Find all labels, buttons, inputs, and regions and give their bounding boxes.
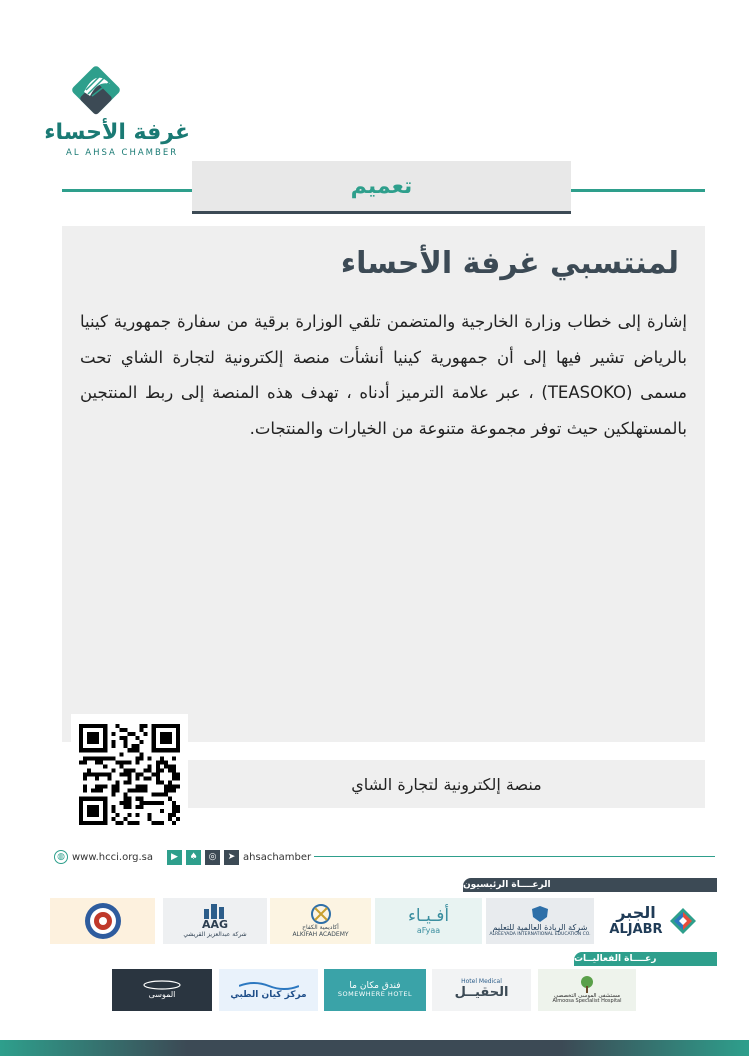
sponsor-almoosa-hospital: مستشفى الموسى التخصصي Almoosa Specialist Hospital	[538, 969, 636, 1011]
sponsor-afyaa: أفـيـاء aFyaa	[375, 898, 482, 944]
globe-icon: ◍	[54, 850, 68, 864]
twitter-icon[interactable]: ➤	[224, 850, 239, 865]
header-line-right	[571, 189, 705, 192]
palm-leaf-logo-icon	[68, 62, 124, 118]
aljabr-logo-icon	[669, 907, 697, 935]
contact-row	[54, 847, 311, 867]
sponsor-kayan-medical: مركز كيان الطبي	[219, 969, 318, 1011]
header-line-left	[62, 189, 192, 192]
sponsor-almoosa: الموسى	[112, 969, 212, 1011]
wave-icon	[239, 980, 299, 990]
main-sponsors-header: الرعــــاة الرئيسيون	[463, 878, 717, 892]
chamber-logo	[44, 62, 190, 162]
social-handle[interactable]: ahsachamber	[243, 851, 312, 863]
instagram-icon[interactable]: ◎	[205, 850, 220, 865]
sponsor-somewhere-hotel: فندق مكان ما SOMEWHERE HOTEL	[324, 969, 426, 1011]
almoosa-logo-icon	[142, 980, 182, 990]
body-paragraph: إشارة إلى خطاب وزارة الخارجية والمتضمن تلقي الوزارة برقية من سفارة جمهورية كينيا بالرياض تشير فيها إلى أن جمهورية كينيا أنشأت منصة إلكترونية لتجارة الشاي تحت مسمى (TEASOKO) ، عبر علامة الترميز أدناه ، تهدف هذه المنصة إلى ربط المنتجين بالمستهلكين حيث توفر مجموعة متنوعة من الخيارات والمنتجات.	[80, 312, 687, 438]
sponsor-alreeyada: شركة الريادة العالمية للتعليم ALREEYADA INTERNATIONAL EDUCATION CO.	[486, 898, 594, 944]
event-sponsors-header: رعــــاة الفعاليــات	[574, 952, 717, 966]
sponsor-alkifah: أكاديمية الكفاح ALKIFAH ACADEMY	[270, 898, 371, 944]
youtube-icon[interactable]: ▶	[167, 850, 182, 865]
platform-label: منصة إلكترونية لتجارة الشاي	[351, 774, 542, 794]
footer-bar	[0, 1040, 749, 1056]
shield-icon	[530, 905, 550, 923]
sponsor-aljabr: الجبر ALJABR	[598, 898, 708, 944]
platform-bar	[188, 760, 705, 808]
qr-code[interactable]	[71, 714, 188, 831]
snapchat-icon[interactable]: ♠	[186, 850, 201, 865]
logo-english-text: AL AHSA CHAMBER	[66, 148, 179, 158]
contact-divider	[314, 856, 715, 857]
sponsor-alhuqail: Hotel Medical الحقيــل	[432, 969, 531, 1011]
heading: لمنتسبي غرفة الأحساء	[340, 246, 679, 281]
qr-code-icon	[79, 724, 180, 825]
emblem-logo-icon	[83, 901, 123, 941]
buildings-icon	[200, 903, 230, 919]
sponsor-emblem	[50, 898, 155, 944]
title-box	[192, 161, 571, 214]
sponsor-aag: AAG شركة عبدالعزيز القريشي	[163, 898, 267, 944]
website-link[interactable]: www.hcci.org.sa	[72, 851, 154, 863]
content-panel	[62, 226, 705, 742]
alkifah-logo-icon	[308, 903, 334, 925]
page-title: تعميم	[350, 173, 413, 199]
tree-icon	[576, 975, 598, 993]
logo-arabic-text: غرفة الأحساء	[44, 120, 190, 145]
